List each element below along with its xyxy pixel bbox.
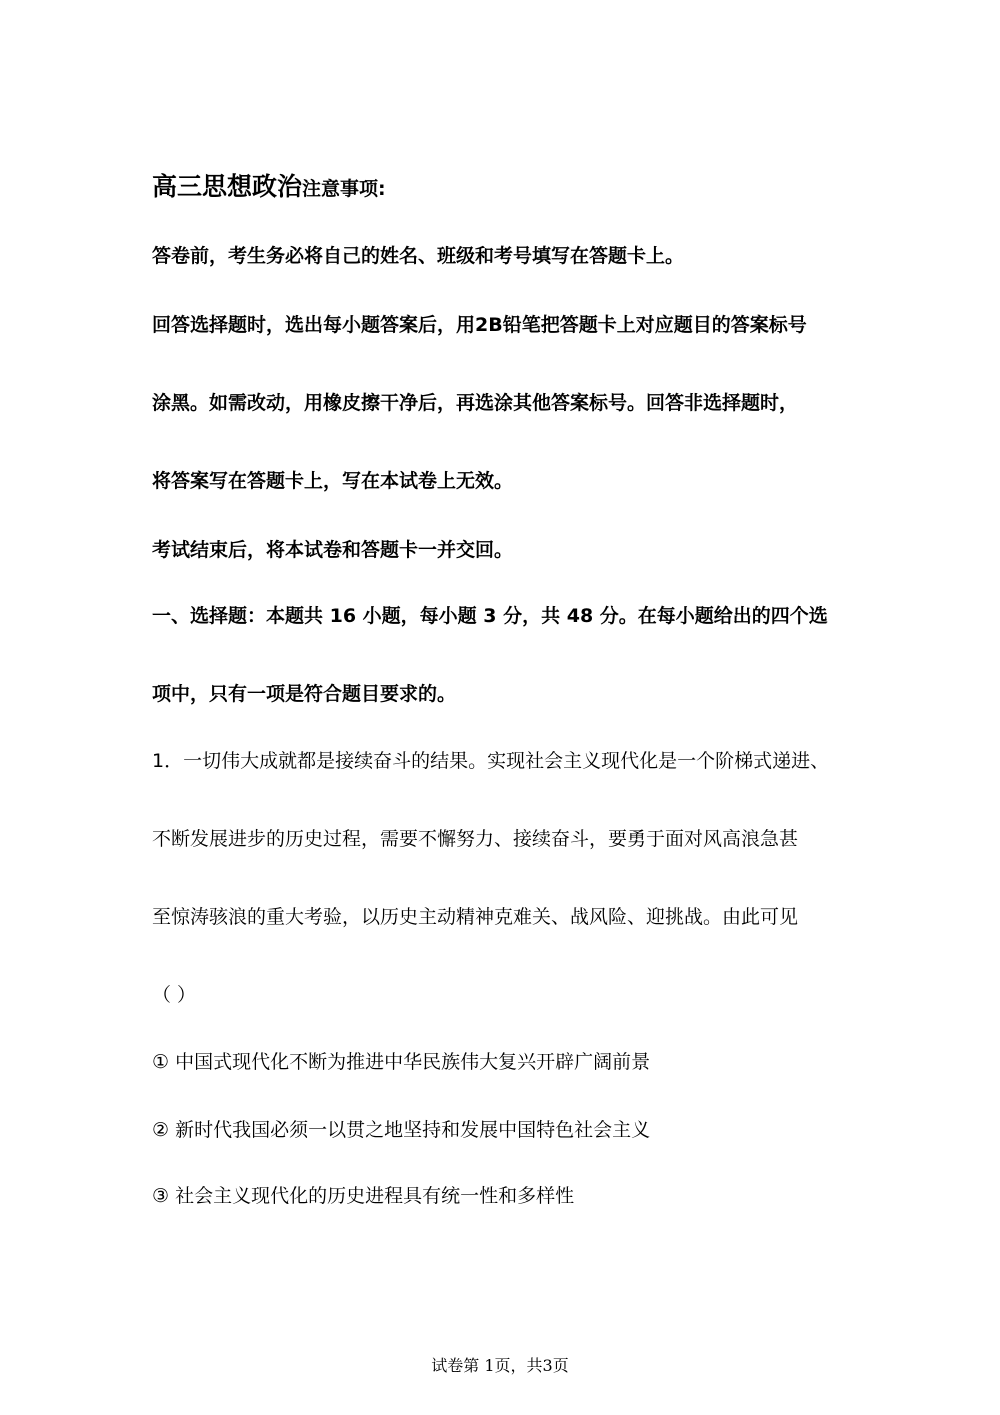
subject-title: 高三思想政治 (152, 172, 303, 201)
question-1-stem-line-1: 1．一切伟大成就都是接续奋斗的结果。实现社会主义现代化是一个阶梯式递进、 (152, 750, 830, 772)
instruction-line-3: 涂黑。如需改动，用橡皮擦干净后，再选涂其他答案标号。回答非选择题时， (152, 392, 799, 414)
page-footer: 试卷第 1页，共3页 (431, 1356, 569, 1375)
question-1-option-1: ① 中国式现代化不断为推进中华民族伟大复兴开辟广阔前景 (152, 1051, 651, 1073)
section-heading-line-1: 一、选择题：本题共 16 小题，每小题 3 分，共 48 分。在每小题给出的四个选 (152, 605, 828, 627)
notice-label: 注意事项: (302, 178, 386, 200)
instruction-line-2: 回答选择题时，选出每小题答案后，用2B铅笔把答题卡上对应题目的答案标号 (152, 314, 807, 336)
question-1-stem-line-2: 不断发展进步的历史过程，需要不懈努力、接续奋斗，要勇于面对风高浪急甚 (152, 828, 799, 850)
question-1-option-3: ③ 社会主义现代化的历史进程具有统一性和多样性 (152, 1185, 575, 1207)
question-1-stem-line-3: 至惊涛骇浪的重大考验，以历史主动精神克难关、战风险、迎挑战。由此可见 (152, 906, 799, 928)
page-header (152, 172, 386, 204)
section-heading-line-2: 项中，只有一项是符合题目要求的。 (152, 683, 457, 705)
instruction-line-1: 答卷前，考生务必将自己的姓名、班级和考号填写在答题卡上。 (152, 245, 685, 267)
question-1-option-2: ② 新时代我国必须一以贯之地坚持和发展中国特色社会主义 (152, 1119, 651, 1141)
question-1-answer-blank: （ ） (152, 984, 197, 1006)
instruction-line-4: 将答案写在答题卡上，写在本试卷上无效。 (152, 470, 514, 492)
instruction-line-5: 考试结束后，将本试卷和答题卡一并交回。 (152, 539, 514, 561)
